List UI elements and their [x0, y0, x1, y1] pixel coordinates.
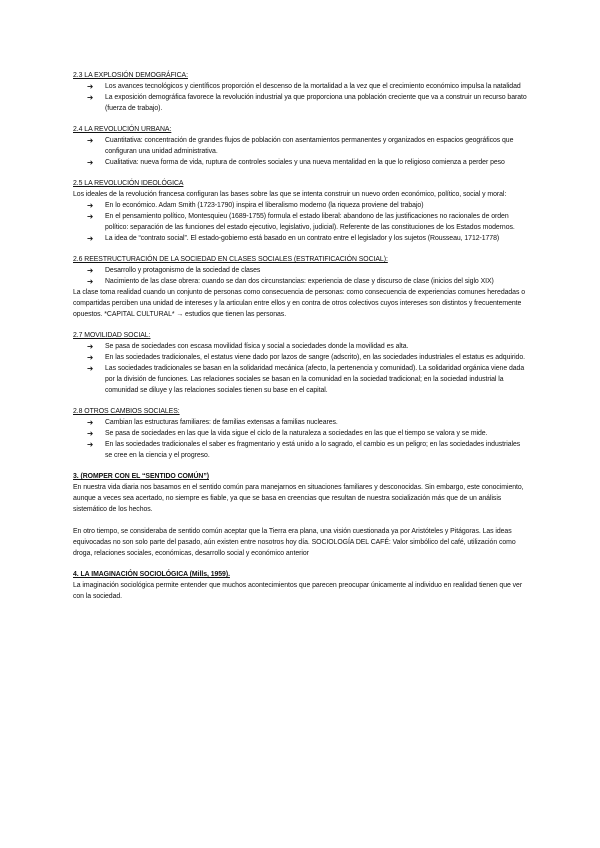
arrow-icon: ➔ [87, 342, 94, 351]
list-item: ➔ Cualitativa: nueva forma de vida, ruptura de controles sociales y una nueva mentalidad en la que lo religioso comienza a perder peso [87, 158, 505, 167]
arrow-icon: ➔ [87, 353, 94, 362]
arrow-icon: ➔ [87, 266, 94, 275]
section-sentido-comun [73, 471, 528, 559]
list-item: ➔ Desarrollo y protagonismo de la sociedad de clases [87, 266, 261, 275]
section-revolucion-ideologica [73, 178, 528, 244]
list-item: ➔ La exposición demográfica favorece la revolución industrial ya que proporciona una población creciente que va a construir un recurso barato (fuerza de trabajo). [87, 93, 527, 112]
section-revolucion-urbana [73, 124, 528, 168]
list-item: ➔ Se pasa de sociedades en las que la vida sigue el ciclo de la naturaleza a sociedades en las que el tiempo se valora y se mide. [87, 429, 488, 438]
arrow-icon: ➔ [87, 364, 94, 373]
section-imaginacion-sociologica [73, 569, 528, 602]
arrow-icon: ➔ [87, 277, 94, 286]
list-item: ➔ En el pensamiento político, Montesquieu (1689-1755) formula el estado liberal: abandono de las justificaciones no racionales de orden político: separación de las funciones del estado ejecutivo, legislativo, judicial). Referente de las constituciones de los Estados modernos. [87, 212, 515, 231]
section-heading: 2.4 LA REVOLUCIÓN URBANA: [73, 126, 172, 133]
list-item: ➔ Cambian las estructuras familiares: de familias extensas a familias nucleares. [87, 418, 338, 427]
section-heading: 2.7 MOVILIDAD SOCIAL: [73, 332, 151, 339]
section-intro: Los ideales de la revolución francesa configuran las bases sobre las que se intenta construir un nuevo orden económico, político, social y moral: [73, 191, 507, 198]
section-heading: 2.8 OTROS CAMBIOS SOCIALES: [73, 408, 180, 415]
bullet-list [73, 81, 528, 114]
list-item: ➔ En las sociedades tradicionales, el estatus viene dado por lazos de sangre (adscrito), en las sociedades industriales el estatus es adquirido. [87, 353, 525, 362]
bullet-list [73, 265, 528, 287]
list-item: ➔ En lo económico. Adam Smith (1723-1790) inspira el liberalismo moderno (la riqueza proviene del trabajo) [87, 201, 424, 210]
bullet-list [73, 417, 528, 461]
bullet-list [73, 135, 528, 168]
section-paragraph: En nuestra vida diaria nos basamos en el sentido común para manejarnos en situaciones familiares y desconocidas. Sin embargo, este conocimiento, aunque a veces sea acertado, no siempre es fiable, ya que se basa en creencias que resultan de nuestra socialización más que de un análisis sistemático de los hechos. [73, 484, 524, 513]
arrow-icon: ➔ [87, 82, 94, 91]
section-heading: 4. LA IMAGINACIÓN SOCIOLÓGICA (Mills, 1959). [73, 571, 230, 578]
section-paragraph: La clase toma realidad cuando un conjunto de personas como consecuencia de personas: como consecuencia de experiencias comunes heredadas o compartidas perciben una unidad de intereses y la articulan entre ellos y en contra de otros colectivos cuyos intereses son distintos y frecuentemente opuestos. *CAPITAL CULTURAL* → estudios que tienen las personas. [73, 289, 526, 318]
list-item: ➔ Nacimiento de las clase obrera: cuando se dan dos circunstancias: experiencia de clase y discurso de clase (inicios del siglo XIX) [87, 277, 494, 286]
arrow-icon: ➔ [87, 429, 94, 438]
list-item: ➔ Las sociedades tradicionales se basan en la solidaridad mecánica (afecto, la pertenencia y comunidad). La solidaridad orgánica viene dada por la división de funciones. Las relaciones sociales se basan en la comunidad en la sociedad tradicional; en la sociedad industrial la comunidad se diluye y las relaciones sociales tienen su base en el capital. [87, 364, 525, 394]
section-reestructuracion-clases [73, 254, 528, 320]
arrow-icon: ➔ [87, 201, 94, 210]
bullet-list [73, 341, 528, 396]
section-movilidad-social [73, 330, 528, 396]
arrow-icon: ➔ [87, 136, 94, 145]
list-item: ➔ Se pasa de sociedades con escasa movilidad física y social a sociedades donde la movilidad es alta. [87, 342, 409, 351]
list-item: ➔ La idea de “contrato social”. El estado-gobierno está basado en un contrato entre el legislador y los sujetos (Rousseau, 1712-1778) [87, 234, 500, 243]
arrow-icon: ➔ [87, 212, 94, 221]
section-heading: 3. (ROMPER CON EL “SENTIDO COMÚN”) [73, 473, 209, 480]
arrow-icon: ➔ [87, 418, 94, 427]
list-item: ➔ Los avances tecnológicos y científicos proporción el descenso de la mortalidad a la vez que el crecimiento económico impulsa la natalidad [87, 82, 521, 91]
list-item: ➔ En las sociedades tradicionales el saber es fragmentario y está unido a lo sagrado, el cambio es un peligro; en las sociedades industriales se cree en la ciencia y el progreso. [87, 440, 521, 459]
bullet-list [73, 200, 528, 244]
section-paragraph: La imaginación sociológica permite entender que muchos acontecimientos que parecen preocupar únicamente al individuo en realidad tienen que ver con la sociedad. [73, 582, 523, 600]
section-explosion-demografica [73, 70, 528, 114]
arrow-icon: ➔ [87, 158, 94, 167]
arrow-icon: ➔ [87, 234, 94, 243]
list-item: ➔ Cuantitativa: concentración de grandes flujos de población con asentamientos permanentes y organizados en espacios geográficos que configuran una unidad administrativa. [87, 136, 514, 155]
document-page [73, 70, 528, 612]
section-heading: 2.3 LA EXPLOSIÓN DEMOGRÁFICA: [73, 72, 188, 79]
section-heading: 2.5 LA REVOLUCIÓN IDEOLÓGICA [73, 180, 184, 187]
arrow-icon: ➔ [87, 440, 94, 449]
section-otros-cambios [73, 406, 528, 461]
section-heading: 2.6 REESTRUCTURACIÓN DE LA SOCIEDAD EN CLASES SOCIALES (ESTRATIFICACIÓN SOCIAL): [73, 256, 388, 263]
arrow-icon: ➔ [87, 93, 94, 102]
section-paragraph: En otro tiempo, se consideraba de sentido común aceptar que la Tierra era plana, una visión cuestionada ya por Aristóteles y Pitágoras. Las ideas equivocadas no son solo parte del pasado, aún existen entre nosotros hoy día. SOCIOLOGÍA DEL CAFÉ: Valor simbólico del café, utilización como droga, relaciones sociales, económicas, desarrollo social y económico anterior [73, 528, 516, 557]
